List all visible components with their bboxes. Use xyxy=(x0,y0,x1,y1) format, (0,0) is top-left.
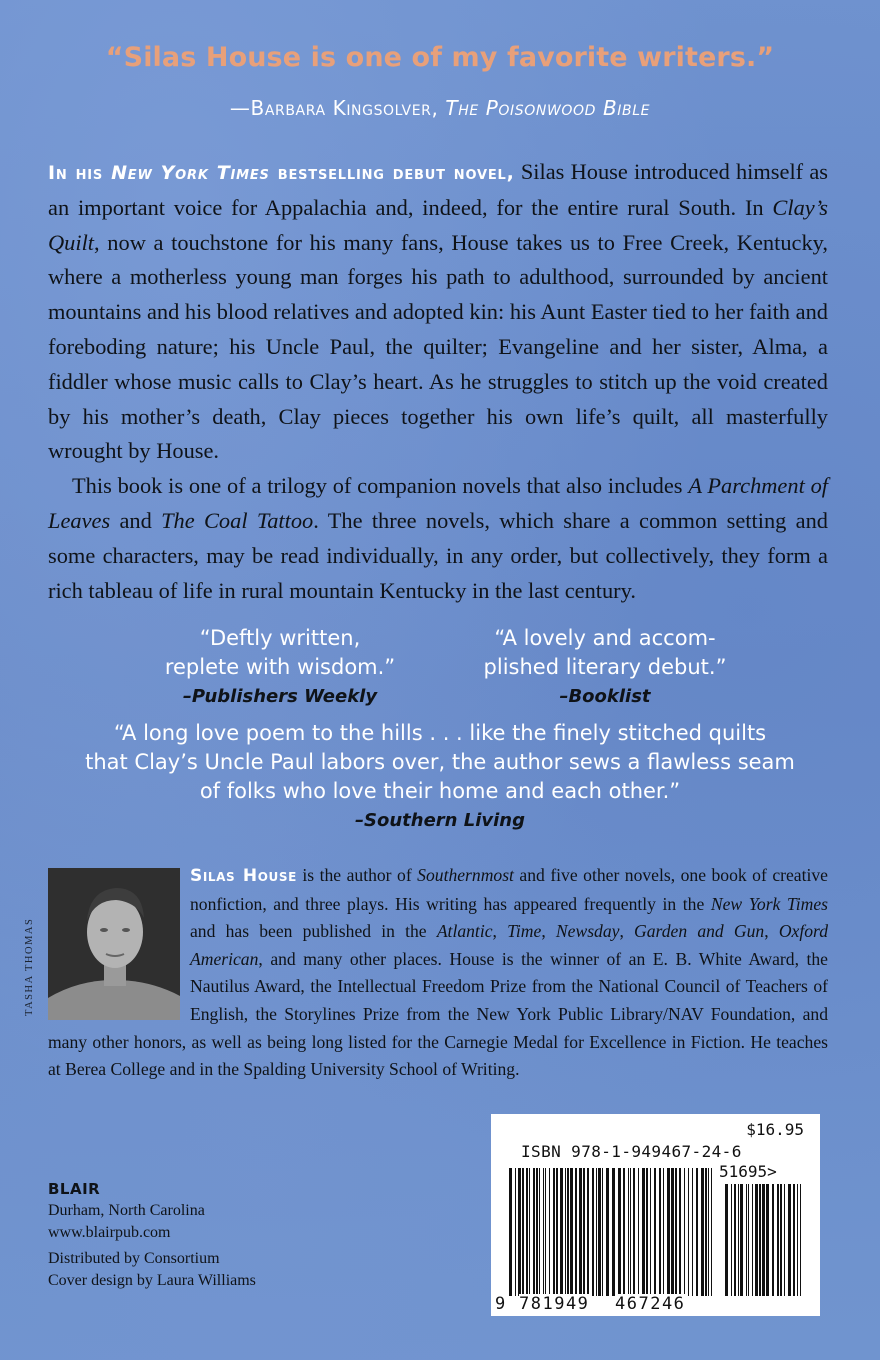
barcode-bar xyxy=(549,1168,550,1296)
barcode-bar xyxy=(592,1168,594,1296)
barcode-bar xyxy=(518,1168,521,1296)
barcode-bar xyxy=(606,1168,609,1296)
review-source: –Publishers Weekly xyxy=(182,686,378,707)
review-quote-publishers-weekly: “Deftly written, replete with wisdom.” –Publishers Weekly xyxy=(150,624,410,711)
price-addon-digits: 51695> xyxy=(719,1162,777,1181)
barcode-bar xyxy=(618,1168,621,1296)
barcode-bar xyxy=(725,1184,728,1296)
barcode-bar xyxy=(780,1184,782,1296)
barcode-bar xyxy=(630,1168,631,1296)
publisher-name: BLAIR xyxy=(48,1180,101,1198)
barcode-bar xyxy=(659,1168,661,1296)
barcode-bar xyxy=(612,1168,615,1296)
barcode-bar xyxy=(533,1168,535,1296)
barcode-bar xyxy=(692,1168,693,1296)
headline-quote: “Silas House is one of my favorite writers.” xyxy=(105,42,775,73)
barcode-bar xyxy=(509,1168,512,1296)
barcode-bar xyxy=(772,1184,774,1296)
attribution-author: —Barbara Kingsolver, xyxy=(229,96,446,120)
barcode-digits-right: 467246 xyxy=(615,1294,686,1314)
description-lead: In his New York Times bestselling debut novel, xyxy=(48,162,515,184)
barcode-bar xyxy=(784,1184,785,1296)
book-description xyxy=(48,155,828,608)
barcode-bar xyxy=(752,1184,753,1296)
barcode-bar xyxy=(731,1184,732,1296)
barcode-digit-lead: 9 xyxy=(495,1294,506,1314)
description-paragraph-1: In his New York Times bestselling debut novel, Silas House introduced himself as an important voice for Appalachia and, indeed, for the entire rural South. In Clay’s Quilt, now a touchstone for his many fans, House takes us to Free Creek, Kentucky, where a motherless young man forges his path to adulthood, surrounded by ancient mountains and his blood relatives and adopted kin: his Aunt Easter tied to her faith and foreboding nature; his Uncle Paul, the quilter; Evangeline and her sister, Alma, a fiddler whose music calls to Clay’s heart. As he struggles to stitch up the void created by his mother’s death, Clay pieces together his own life’s quilt, all masterfully wrought by House. xyxy=(48,159,828,464)
barcode-bar xyxy=(797,1184,798,1296)
review-source: –Southern Living xyxy=(355,810,525,831)
barcode-panel xyxy=(491,1114,820,1316)
barcode-bar xyxy=(628,1168,629,1296)
barcode-bar xyxy=(705,1168,707,1296)
barcode-bar xyxy=(565,1168,566,1296)
barcode-bar xyxy=(711,1168,712,1296)
barcode-bar xyxy=(623,1168,625,1296)
barcode-bar xyxy=(560,1168,563,1296)
barcode-bar xyxy=(567,1168,569,1296)
publisher-url: www.blairpub.com xyxy=(48,1224,171,1241)
barcode-bar xyxy=(762,1184,765,1296)
publisher-info xyxy=(48,1178,256,1292)
barcode-bar xyxy=(602,1168,603,1296)
price: $16.95 xyxy=(746,1120,804,1139)
barcode-bar xyxy=(515,1168,516,1296)
barcode-bar xyxy=(529,1168,530,1296)
book-title: Clay’s Quilt xyxy=(48,194,828,255)
review-quote-southern-living: “A long love poem to the hills . . . like the finely stitched quilts that Clay’s Uncle Paul labors over, the author sews a flawless seam of folks who love their home and each other.” –Southern Living xyxy=(40,719,840,835)
barcode-bar xyxy=(671,1168,674,1296)
barcode-bar xyxy=(740,1184,743,1296)
photo-credit: TASHA THOMAS xyxy=(24,917,35,1016)
barcode-bar xyxy=(575,1168,577,1296)
distributor: Distributed by Consortium xyxy=(48,1250,220,1267)
barcode-bar xyxy=(788,1184,791,1296)
barcode-bar xyxy=(646,1168,648,1296)
barcode-bar xyxy=(701,1168,704,1296)
barcode-bar xyxy=(570,1168,573,1296)
price-barcode xyxy=(723,1184,805,1312)
barcode-bar xyxy=(708,1168,709,1296)
review-source: –Booklist xyxy=(559,686,651,707)
barcode-bar xyxy=(734,1184,736,1296)
barcode-bar xyxy=(755,1184,758,1296)
attribution-title: The Poisonwood Bible xyxy=(445,96,651,120)
barcode-bar xyxy=(545,1168,546,1296)
barcode-bar xyxy=(553,1168,555,1296)
barcode-bar xyxy=(543,1168,544,1296)
author-bio: Silas House is the author of Southernmost and five other novels, one book of creative nonfiction, and three plays. His writing has appeared frequently in the New York Times and has been published in the Atlantic, Time, Newsday, Garden and Gun, Oxford American, and many other places. House is the winner of an E. B. White Award, the Nautilus Award, the Intellectual Freedom Prize from the National Council of Teachers of English, the Storylines Prize from the New York Public Library/NAV Foundation, and many other honors, as well as being long listed for the Carnegie Medal for Excellence in Fiction. He teaches at Berea College and in the Spalding University School of Writing. xyxy=(48,865,829,1080)
barcode-bar xyxy=(526,1168,528,1296)
barcode-bar xyxy=(688,1168,689,1296)
barcode-bar xyxy=(777,1184,779,1296)
barcode-bar xyxy=(522,1168,524,1296)
author-name: Silas House xyxy=(190,866,297,886)
barcode-bar xyxy=(579,1168,582,1296)
review-quote-booklist: “A lovely and accom- plished literary debut.” –Booklist xyxy=(470,624,740,711)
publisher-city: Durham, North Carolina xyxy=(48,1202,205,1219)
barcode-bar xyxy=(598,1168,601,1296)
barcode-bar xyxy=(679,1168,681,1296)
barcode-bar xyxy=(650,1168,651,1296)
barcode-bar xyxy=(800,1184,801,1296)
headline-attribution xyxy=(0,96,880,120)
barcode-bar xyxy=(748,1184,749,1296)
barcode-bar xyxy=(793,1184,795,1296)
isbn-barcode xyxy=(507,1168,717,1296)
barcode-bar xyxy=(667,1168,670,1296)
barcode-bar xyxy=(675,1168,677,1296)
barcode-bar xyxy=(759,1184,761,1296)
barcode-bar xyxy=(583,1168,585,1296)
barcode-bar xyxy=(536,1168,538,1296)
barcode-bar xyxy=(684,1168,685,1296)
barcode-bar xyxy=(587,1168,589,1296)
barcode-bar xyxy=(766,1184,769,1296)
isbn: ISBN 978-1-949467-24-6 xyxy=(521,1142,742,1161)
barcode-bar xyxy=(638,1168,639,1296)
barcode-bar xyxy=(633,1168,635,1296)
barcode-bar xyxy=(696,1168,698,1296)
barcode-bar xyxy=(556,1168,558,1296)
barcode-bar xyxy=(539,1168,540,1296)
cover-design-credit: Cover design by Laura Williams xyxy=(48,1272,256,1289)
barcode-digits-left: 781949 xyxy=(519,1294,590,1314)
barcode-bar xyxy=(663,1168,664,1296)
barcode-bar xyxy=(642,1168,645,1296)
barcode-bar xyxy=(654,1168,656,1296)
barcode-bar xyxy=(596,1168,597,1296)
barcode-bar xyxy=(746,1184,747,1296)
barcode-bar xyxy=(738,1184,739,1296)
description-paragraph-2: This book is one of a trilogy of companion novels that also includes A Parchment of Leaves and The Coal Tattoo. The three novels, which share a common setting and some characters, may be read individually, in any order, but collectively, they form a rich tableau of life in rural mountain Kentucky in the last century. xyxy=(48,473,828,603)
